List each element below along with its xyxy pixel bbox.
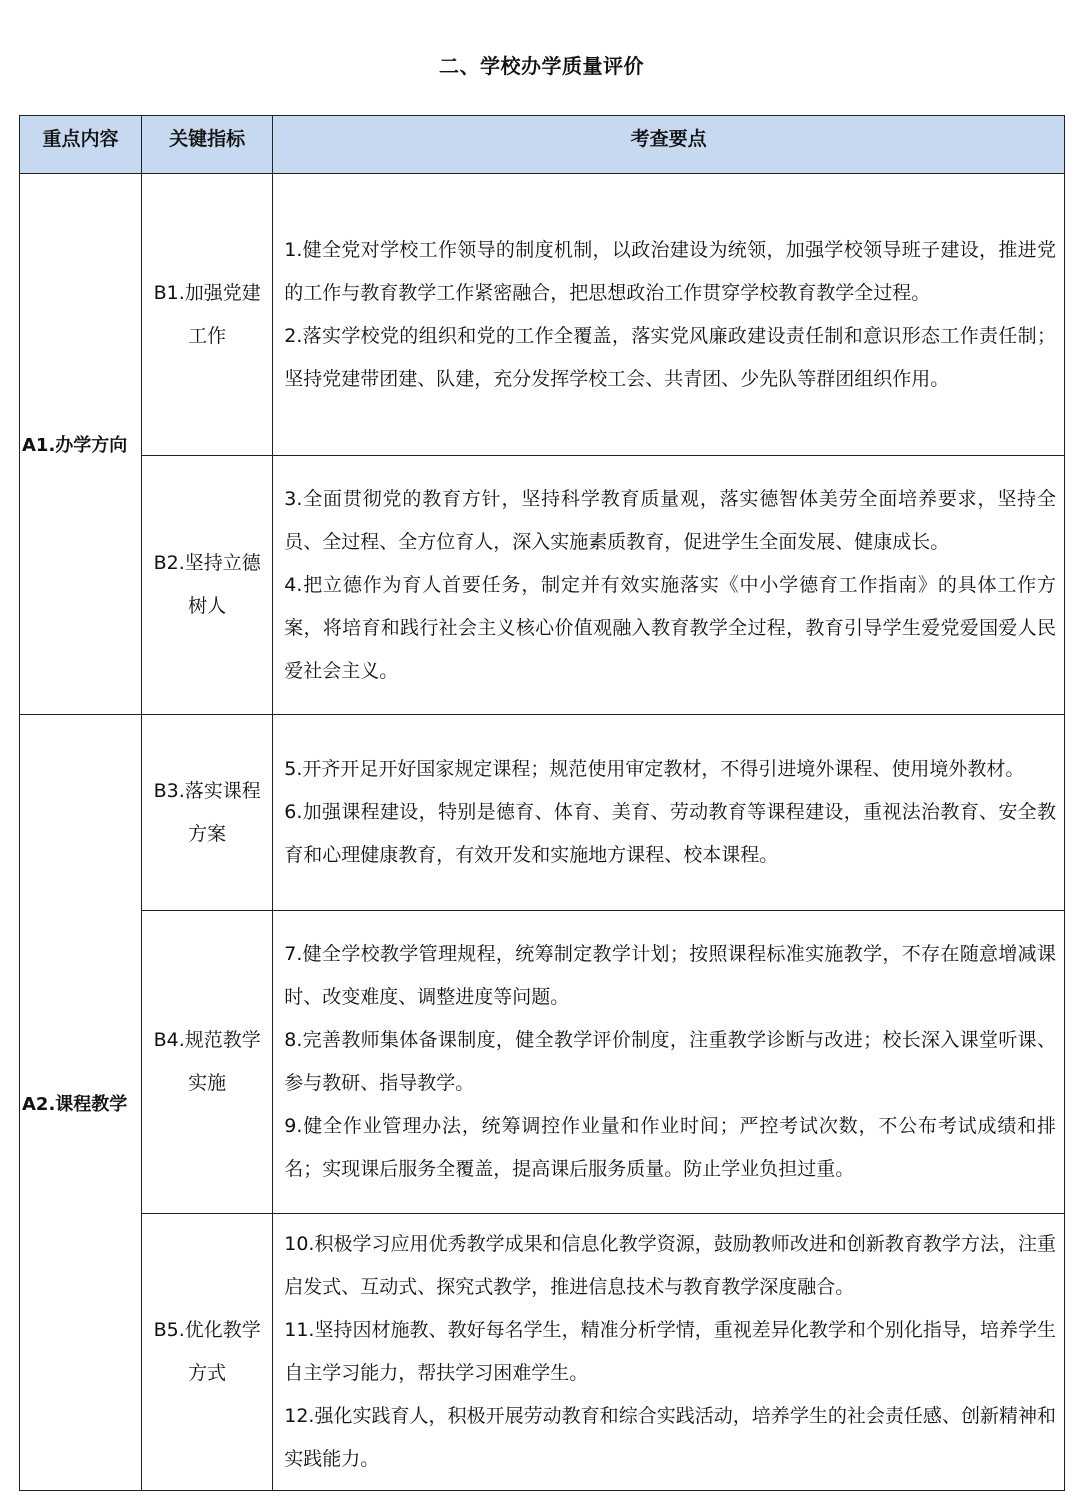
evaluation-table bbox=[19, 115, 1065, 1491]
check-point-1: 1.健全党对学校工作领导的制度机制，以政治建设为统领，加强学校领导班子建设，推进党的工作与教育教学工作紧密融合，把思想政治工作贯穿学校教育教学全过程。 bbox=[284, 238, 1056, 304]
indicator-b4-label: B4.规范教学实施 bbox=[142, 911, 273, 1214]
check-point-7: 7.健全学校教学管理规程，统筹制定教学计划；按照课程标准实施教学，不存在随意增减课时、改变难度、调整进度等问题。 bbox=[284, 943, 1056, 1008]
table-header-row bbox=[20, 116, 1065, 174]
section-a1-label: A1.办学方向 bbox=[20, 174, 142, 715]
header-check-points: 考查要点 bbox=[273, 116, 1065, 174]
check-point-4: 4.把立德作为育人首要任务，制定并有效实施落实《中小学德育工作指南》的具体工作方案，将培育和践行社会主义核心价值观融入教育教学全过程，教育引导学生爱党爱国爱人民爱社会主义。 bbox=[284, 573, 1056, 682]
check-point-6: 6.加强课程建设，特别是德育、体育、美育、劳动教育等课程建设，重视法治教育、安全教育和心理健康教育，有效开发和实施地方课程、校本课程。 bbox=[284, 801, 1056, 866]
check-point-9: 9.健全作业管理办法，统筹调控作业量和作业时间；严控考试次数，不公布考试成绩和排名；实现课后服务全覆盖，提高课后服务质量。防止学业负担过重。 bbox=[284, 1115, 1056, 1180]
table-row bbox=[20, 1214, 1065, 1491]
indicator-b1-points bbox=[273, 174, 1065, 456]
table-row bbox=[20, 174, 1065, 456]
indicator-b3-points bbox=[273, 715, 1065, 911]
indicator-b5-label: B5.优化教学方式 bbox=[142, 1214, 273, 1491]
header-key-indicator: 关键指标 bbox=[142, 116, 273, 174]
check-point-5: 5.开齐开足开好国家规定课程；规范使用审定教材，不得引进境外课程、使用境外教材。 bbox=[284, 758, 1025, 780]
header-key-content: 重点内容 bbox=[20, 116, 142, 174]
check-point-8: 8.完善教师集体备课制度，健全教学评价制度，注重教学诊断与改进；校长深入课堂听课、参与教研、指导教学。 bbox=[284, 1029, 1056, 1094]
page-title: 二、学校办学质量评价 bbox=[439, 54, 644, 78]
indicator-b3-label: B3.落实课程方案 bbox=[142, 715, 273, 911]
check-point-2: 2.落实学校党的组织和党的工作全覆盖，落实党风廉政建设责任制和意识形态工作责任制；坚持党建带团建、队建，充分发挥学校工会、共青团、少先队等群团组织作用。 bbox=[284, 324, 1056, 390]
indicator-b2-label: B2.坚持立德树人 bbox=[142, 456, 273, 715]
table-row bbox=[20, 456, 1065, 715]
indicator-b1-label: B1.加强党建工作 bbox=[142, 174, 273, 456]
indicator-b4-points bbox=[273, 911, 1065, 1214]
check-point-3: 3.全面贯彻党的教育方针，坚持科学教育质量观，落实德智体美劳全面培养要求，坚持全员、全过程、全方位育人，深入实施素质教育，促进学生全面发展、健康成长。 bbox=[284, 487, 1056, 553]
check-point-10: 10.积极学习应用优秀教学成果和信息化教学资源，鼓励教师改进和创新教育教学方法，注重启发式、互动式、探究式教学，推进信息技术与教育教学深度融合。 bbox=[284, 1233, 1056, 1298]
check-point-11: 11.坚持因材施教、教好每名学生，精准分析学情，重视差异化教学和个别化指导，培养学生自主学习能力，帮扶学习困难学生。 bbox=[284, 1319, 1056, 1384]
indicator-b5-points bbox=[273, 1214, 1065, 1491]
section-a2-label: A2.课程教学 bbox=[20, 715, 142, 1491]
table-row bbox=[20, 715, 1065, 911]
indicator-b2-points bbox=[273, 456, 1065, 715]
table-row bbox=[20, 911, 1065, 1214]
check-point-12: 12.强化实践育人，积极开展劳动教育和综合实践活动，培养学生的社会责任感、创新精神和实践能力。 bbox=[284, 1405, 1056, 1470]
